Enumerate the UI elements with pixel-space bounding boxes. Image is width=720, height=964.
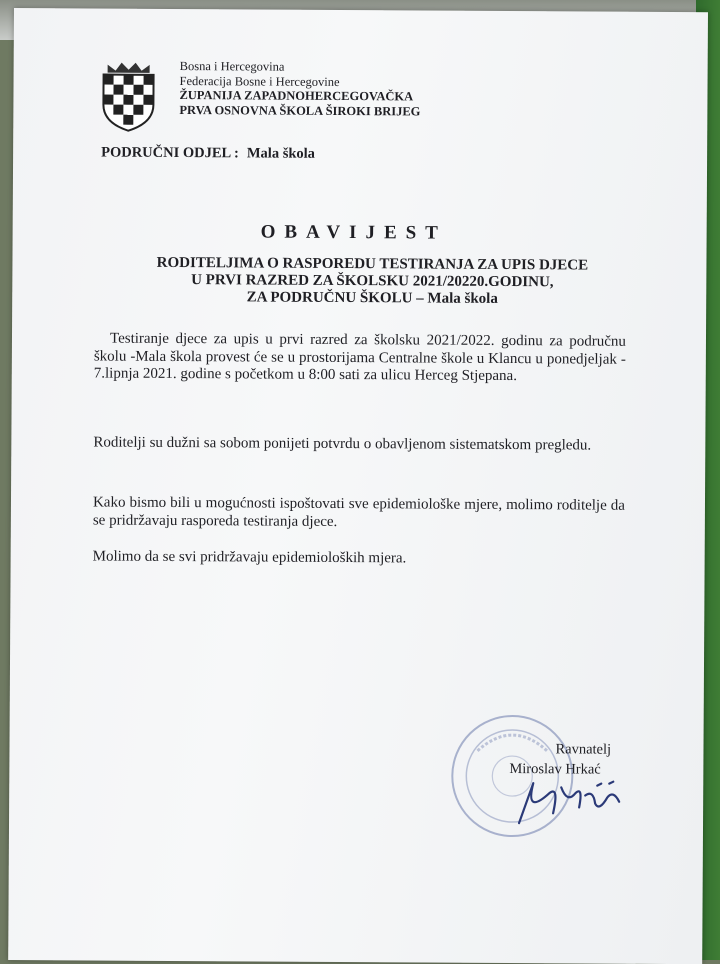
department-value: Mala škola — [246, 145, 316, 162]
institution-header — [179, 59, 420, 118]
department-line — [101, 145, 315, 163]
paragraph-testing-schedule: Testiranje djece za upis u prvi razred za školsku 2021/2022. godinu za područnu školu -Mala škola provest će se u prostorijama Centralne škole u Klancu u ponedjeljak - 7.lipnja 2021. godine s početkom u 8:00 sati za ulicu Herceg Stjepana. — [93, 330, 627, 385]
header-canton: ŽUPANIJA ZAPADNOHERCEGOVAČKA — [179, 88, 414, 104]
paragraph-epidemiological-request: Kako bismo bili u mogućnosti ispoštovati sve epidemiološke mjere, molimo roditelje da se pridržavaju rasporeda testiranja djece. — [92, 494, 626, 530]
header-country: Bosna i Hercegovina — [179, 59, 285, 74]
paragraph-medical-certificate: Roditelji su dužni sa sobom ponijeti potvrdu o obavljenom sistematskom pregledu. — [93, 434, 592, 454]
paragraph-closing-request: Molimo da se svi pridržavaju epidemioloških mjera. — [92, 548, 407, 567]
subtitle-line-1: RODITELJIMA O RASPOREDU TESTIRANJA ZA UPIS DJECE — [156, 254, 589, 274]
signature-role: Ravnatelj — [555, 741, 612, 758]
notice-subtitle — [102, 255, 642, 309]
handwritten-signature — [489, 763, 639, 844]
header-federation: Federacija Bosne i Hercegovine — [179, 73, 340, 89]
checkered-coat-of-arms-icon — [95, 60, 161, 132]
subtitle-line-3: ZA PODRUČNU ŠKOLU – Mala škola — [246, 289, 498, 307]
header-school: PRVA OSNOVNA ŠKOLA ŠIROKI BRIJEG — [179, 102, 421, 118]
document-page — [8, 8, 708, 964]
department-label: PODRUČNI ODJEL : — [101, 144, 239, 162]
notice-title: OBAVIJEST — [260, 221, 447, 244]
subtitle-line-2: U PRVI RAZRED ZA ŠKOLSKU 2021/20220.GODINU, — [191, 272, 554, 291]
signature-name: Miroslav Hrkać — [509, 761, 601, 778]
